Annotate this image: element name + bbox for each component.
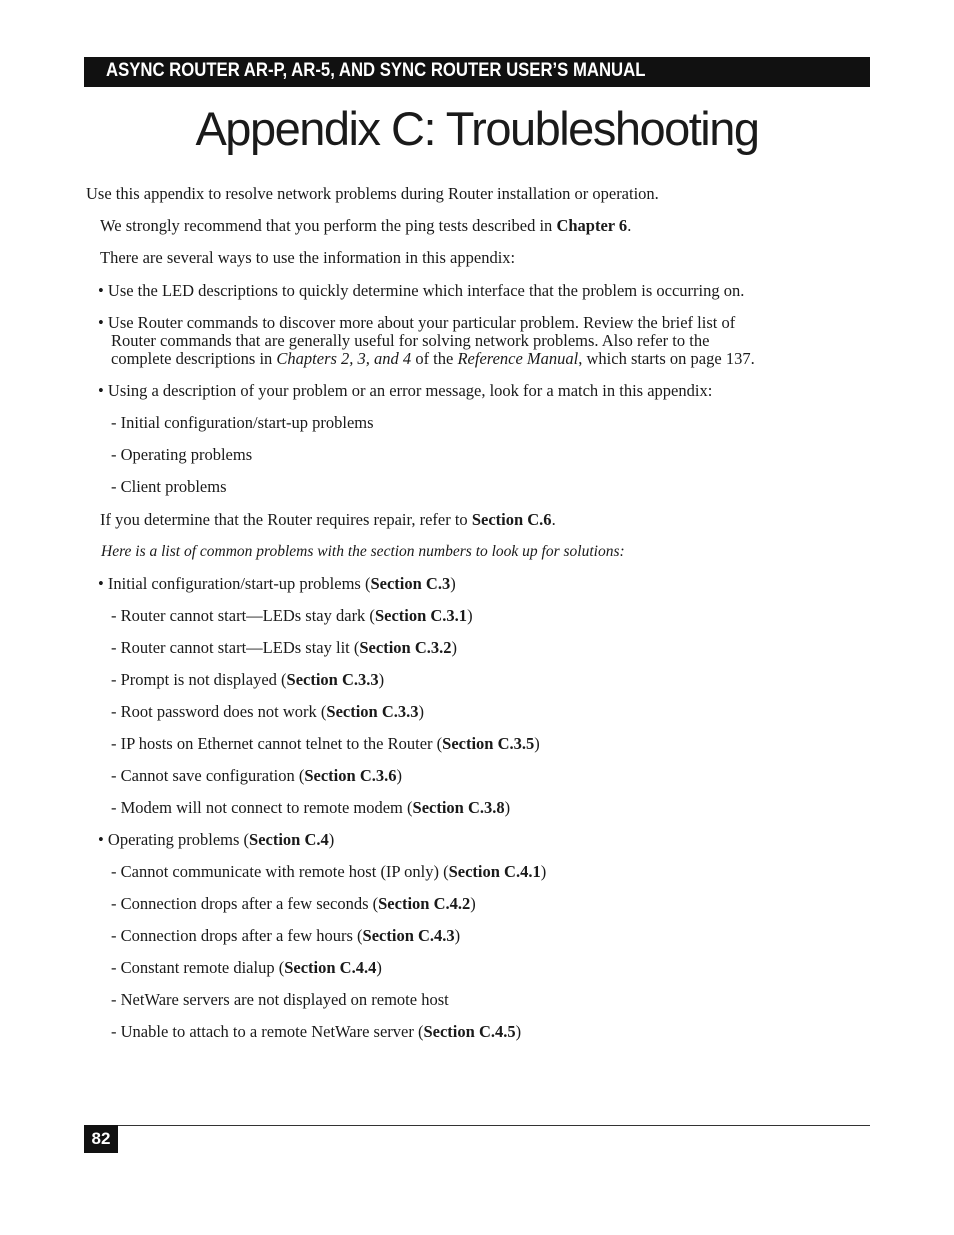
bullet-commands-line3 (111, 350, 755, 368)
group-end: ) (450, 574, 456, 593)
sub-item: - Client problems (111, 477, 227, 496)
problem-end: ) (378, 670, 385, 689)
recommend-paragraph (100, 217, 631, 235)
problem-end: ) (534, 734, 540, 753)
problem-item (111, 671, 384, 689)
section-reference: Section C.3.1 (374, 606, 468, 625)
problem-end: ) (418, 702, 425, 721)
running-header-bar (84, 57, 870, 87)
page-title: Appendix C: Troubleshooting (195, 102, 759, 155)
problem-text: - Router cannot start—LEDs stay lit ( (111, 638, 360, 657)
section-reference: Section C.4.4 (284, 958, 377, 977)
group-text: • Initial configuration/start-up problems ( (98, 574, 371, 593)
problem-text: - Cannot save configuration ( (111, 766, 305, 785)
section-reference: Section C.3.3 (286, 670, 379, 689)
problem-text: - Connection drops after a few seconds ( (111, 894, 379, 913)
problem-item (111, 895, 476, 913)
problem-text: - Router cannot start—LEDs stay dark ( (111, 606, 375, 625)
problem-text: - Root password does not work ( (111, 702, 327, 721)
bullet-commands-line2: Router commands that are generally useful for solving network problems. Also refer to the (111, 331, 710, 350)
repair-end: . (551, 510, 556, 529)
section-reference: Section C.4.3 (362, 926, 455, 945)
section-reference: Section C.3.6 (304, 766, 397, 785)
section-reference: Section C.3.3 (326, 702, 419, 721)
recommend-text: We strongly recommend that you perform the ping tests described in (100, 216, 557, 235)
problem-text: - Constant remote dialup ( (111, 958, 285, 977)
problem-end: ) (467, 606, 473, 625)
problem-text: - Modem will not connect to remote modem ( (111, 798, 413, 817)
page-number: 82 (84, 1125, 118, 1153)
problem-item (111, 1023, 521, 1041)
problem-text: - Unable to attach to a remote NetWare server ( (111, 1022, 424, 1041)
section-reference: Section C.4.1 (448, 862, 541, 881)
bullet-led: • Use the LED descriptions to quickly determine which interface that the problem is occurring on. (98, 281, 745, 300)
problem-end: ) (504, 798, 511, 817)
problem-text: - Connection drops after a few hours ( (111, 926, 363, 945)
problem-item (111, 959, 382, 977)
problem-item (111, 703, 424, 721)
group-text: • Operating problems ( (98, 830, 250, 849)
reference-manual: Reference Manual (457, 349, 579, 368)
chapters-reference: Chapters 2, 3, and 4 (276, 349, 412, 368)
bullet-commands-line1: • Use Router commands to discover more about your particular problem. Review the brief list of (98, 313, 736, 332)
sub-item: - Initial configuration/start-up problems (111, 413, 374, 432)
group-initial-config (98, 575, 456, 593)
group-end: ) (328, 830, 335, 849)
section-reference: Section C.4.2 (378, 894, 471, 913)
problem-text: - NetWare servers are not displayed on remote host (111, 990, 449, 1009)
problem-end: ) (454, 926, 461, 945)
problem-item (111, 863, 546, 881)
list-intro: Here is a list of common problems with the section numbers to look up for solutions: (101, 543, 625, 560)
problem-item (111, 991, 449, 1009)
intro-paragraph: Use this appendix to resolve network problems during Router installation or operation. (86, 184, 659, 203)
running-header-title: ASYNC ROUTER AR-P, AR-5, AND SYNC ROUTER USER’S MANUAL (106, 60, 646, 81)
problem-item (111, 767, 402, 785)
line3-pre: complete descriptions in (111, 349, 277, 368)
problem-item (111, 927, 460, 945)
section-reference: Section C.4 (249, 830, 329, 849)
section-reference: Section C.3 (370, 574, 451, 593)
problem-end: ) (376, 958, 382, 977)
section-reference: Section C.4.5 (423, 1022, 516, 1041)
problem-end: ) (540, 862, 547, 881)
problem-text: - IP hosts on Ethernet cannot telnet to the Router ( (111, 734, 443, 753)
line3-end: , which starts on page 137. (578, 349, 755, 368)
footer-rule (84, 1125, 870, 1126)
repair-paragraph (100, 511, 556, 529)
problem-item (111, 735, 540, 753)
problem-end: ) (515, 1022, 522, 1041)
section-reference: Section C.6 (471, 510, 552, 529)
problem-end: ) (451, 638, 457, 657)
line3-mid: of the (411, 349, 458, 368)
recommend-end: . (627, 216, 632, 235)
chapter-reference: Chapter 6 (556, 216, 628, 235)
problem-text: - Cannot communicate with remote host (IP only) ( (111, 862, 449, 881)
sub-item: - Operating problems (111, 445, 253, 464)
bullet-description: • Using a description of your problem or an error message, look for a match in this appendix: (98, 381, 713, 400)
section-reference: Section C.3.8 (412, 798, 505, 817)
section-reference: Section C.3.5 (442, 734, 535, 753)
problem-item (111, 607, 473, 625)
problem-text: - Prompt is not displayed ( (111, 670, 287, 689)
section-reference: Section C.3.2 (359, 638, 452, 657)
group-operating (98, 831, 334, 849)
ways-paragraph: There are several ways to use the information in this appendix: (100, 248, 516, 267)
problem-item (111, 799, 510, 817)
repair-text: If you determine that the Router requires repair, refer to (100, 510, 472, 529)
problem-end: ) (470, 894, 476, 913)
problem-item (111, 639, 457, 657)
problem-end: ) (396, 766, 402, 785)
